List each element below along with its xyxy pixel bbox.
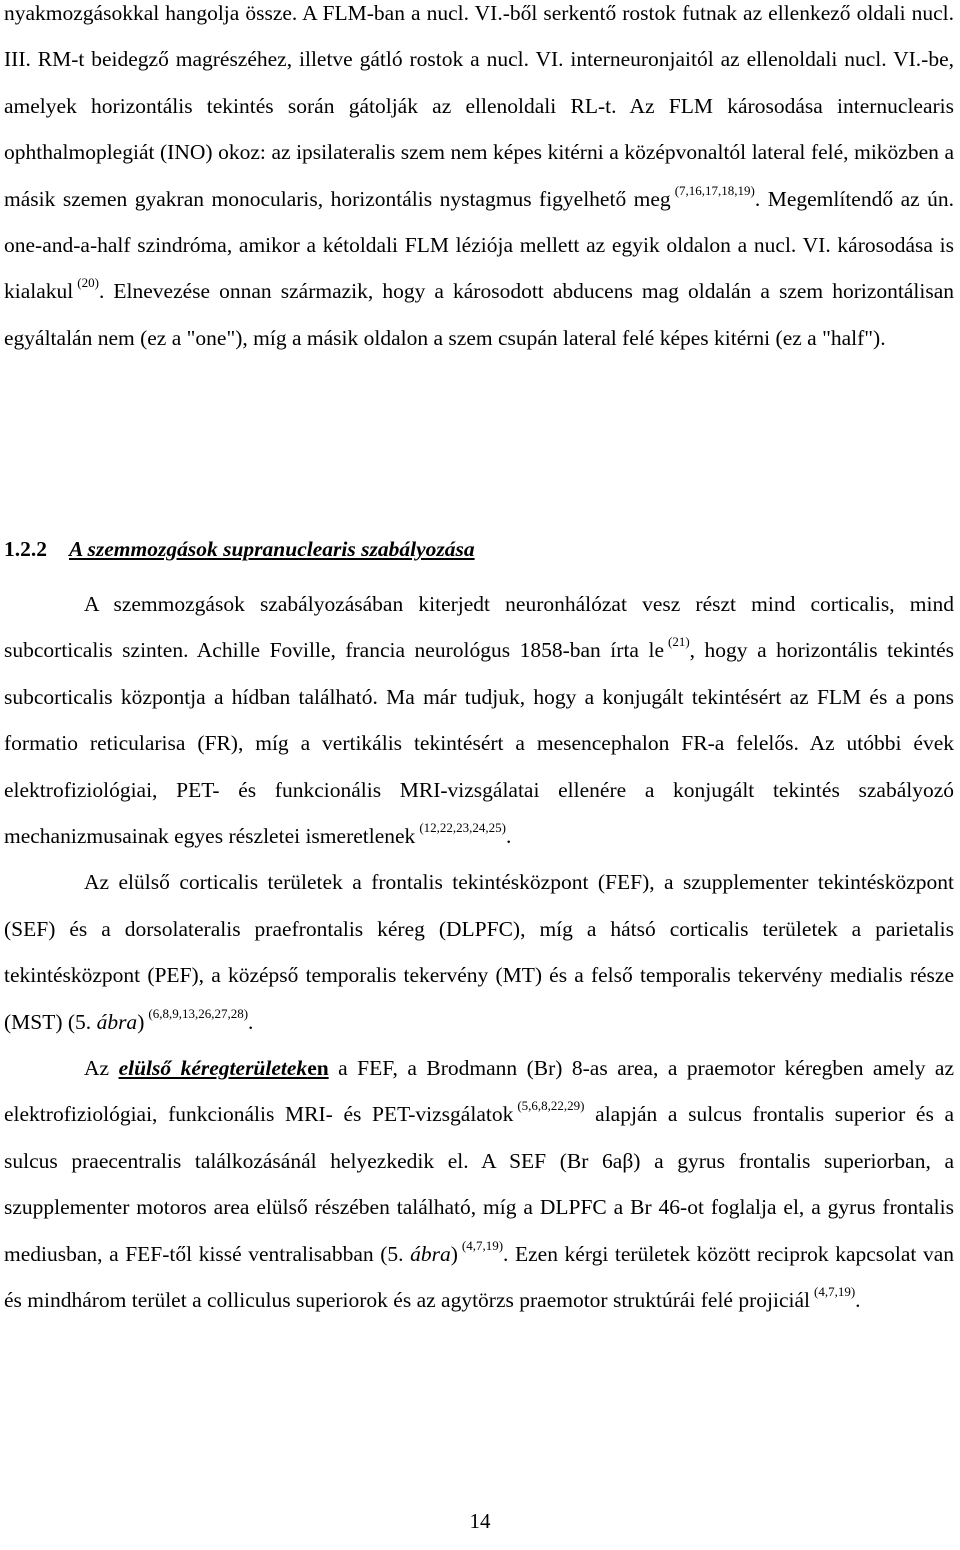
text-run: .	[855, 1288, 861, 1313]
citation-reference: (20)	[77, 275, 99, 291]
citation-reference: (4,7,19)	[461, 1237, 504, 1253]
paragraph	[4, 0, 954, 361]
paragraph	[4, 859, 954, 1045]
page-number: 14	[469, 1509, 491, 1533]
citation-reference: (4,7,19)	[813, 1284, 856, 1300]
text-run: alapján a sulcus frontalis superior és a sulcus praecentralis találkozásánál helyezkedik el. A SEF (Br 6aβ) a gyrus frontalis superiorban, a szupplementer motoros area elülső részében található, míg a DLPFC a Br 46-ot foglalja el, a gyrus frontalis mediusban, a FEF-től kissé ventralisabban (5.	[4, 1102, 955, 1266]
section-heading	[4, 526, 954, 572]
body-text-top	[4, 0, 954, 361]
emphasized-term	[119, 1056, 329, 1080]
citation-reference: (7,16,17,18,19)	[674, 182, 755, 198]
body-text-section	[4, 581, 954, 1324]
emphasized-term-italic: elülső kéregterületek	[118, 1056, 308, 1081]
text-run: )	[137, 1009, 145, 1034]
text-run: Az	[84, 1056, 110, 1081]
paragraph	[4, 1045, 954, 1323]
text-run: .	[248, 1009, 254, 1034]
text-run: . Megemlítendő az ún. one-and-a-half szindróma, amikor a kétoldali FLM léziója mellett az egyik oldalon a nucl. VI. károsodása is kialakul	[4, 186, 954, 304]
text-run: . Elnevezése onnan származik, hogy a károsodott abducens mag oldalán a szem horizontálisan egyáltalán nem (ez a "one"), míg a másik oldalon a szem csupán lateral felé képes kitérni (ez a "half").	[4, 279, 954, 350]
figure-reference: ábra	[96, 1009, 138, 1034]
text-run: , hogy a horizontális tekintés subcorticalis központja a hídban található. Ma már tudjuk, hogy a konjugált tekintésért az FLM és a pons formatio reticularisa (FR), míg a vertikális tekintésért a mesencephalon FR-a felelős. Az utóbbi évek elektrofiziológiai, PET- és funkcionális MRI-vizsgálatai ellenére a konjugált tekintés szabályozó mechanizmusainak egyes részletei ismeretlenek	[4, 638, 955, 849]
text-run: a FEF, a Brodmann (Br) 8-as area, a praemotor kéregben amely az elektrofiziológiai, funkcionális MRI- és PET-vizsgálatok	[4, 1056, 955, 1127]
section-title: A szemmozgások supranuclearis szabályozása	[69, 537, 475, 561]
text-run: .	[505, 824, 512, 849]
figure-reference: ábra	[410, 1241, 451, 1266]
text-run: . Ezen kérgi területek között reciprok kapcsolat van és mindhárom terület a colliculus superiorok és az agytörzs praemotor struktúrái felé projiciál	[4, 1241, 955, 1313]
text-run: )	[450, 1241, 458, 1266]
citation-reference: (12,22,23,24,25)	[419, 820, 506, 836]
paragraph	[4, 581, 954, 859]
text-run: Az elülső corticalis területek a frontalis tekintésközpont (FEF), a szupplementer tekintésközpont (SEF) és a dorsolateralis praefrontalis kéreg (DLPFC), míg a hátsó corticalis területek a parietalis tekintésközpont (PEF), a középső temporalis tekervény (MT) és a felső temporalis tekervény medialis része (MST) (5.	[4, 870, 954, 1034]
text-run: A szemmozgások szabályozásában kiterjedt neuronhálózat vesz részt mind corticalis, mind subcorticalis szinten. Achille Foville, francia neurológus 1858-ban írta le	[4, 592, 954, 663]
emphasized-term-suffix: en	[307, 1056, 329, 1081]
citation-reference: (5,6,8,22,29)	[517, 1098, 585, 1114]
section-number: 1.2.2	[4, 537, 47, 561]
citation-reference: (21)	[668, 634, 690, 650]
citation-reference: (6,8,9,13,26,27,28)	[148, 1005, 249, 1021]
text-run: nyakmozgásokkal hangolja össze. A FLM-ban a nucl. VI.-ből serkentő rostok futnak az ellenkező oldali nucl. III. RM-t beidegző magrészéhez, illetve gátló rostok a nucl. VI. interneuronjaitól az ellenoldali nucl. VI.-be, amelyek horizontális tekintés során gátolják az ellenoldali RL-t. Az FLM károsodása internuclearis ophthalmoplegiát (INO) okoz: az ipsilateralis szem nem képes kitérni a középvonaltól lateral felé, miközben a másik szemen gyakran monocularis, horizontális nystagmus figyelhető meg	[4, 1, 954, 211]
